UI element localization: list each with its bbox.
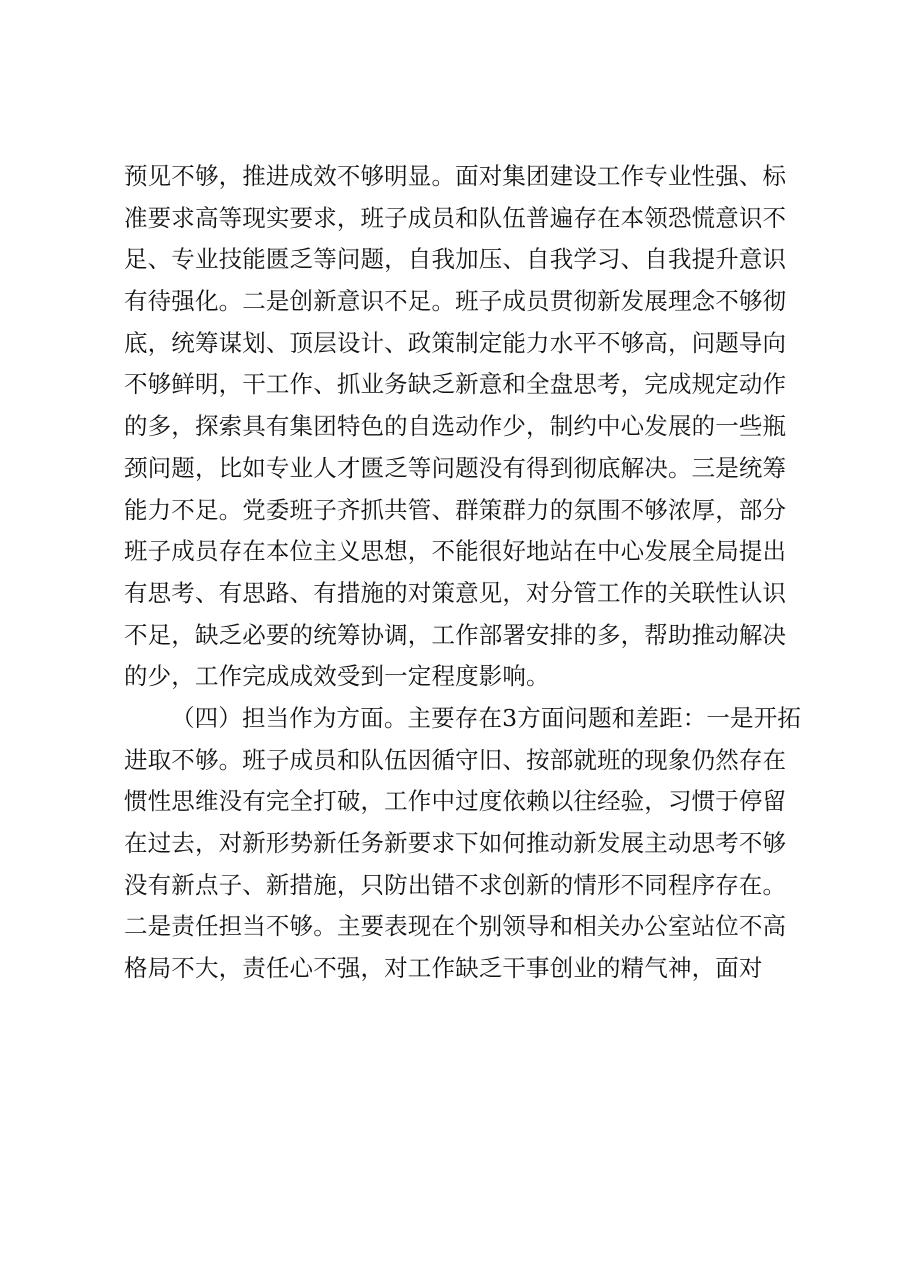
text-line-16: 惯性思维没有完全打破，工作中过度依赖以往经验，习惯于停留: [124, 787, 787, 816]
text-line-7: 的多，探索具有集团特色的自选动作少，制约中心发展的一些瓶: [124, 412, 787, 441]
text-line-10: 班子成员存在本位主义思想，不能很好地站在中心发展全局提出: [124, 537, 787, 566]
text-line-11: 有思考、有思路、有措施的对策意见，对分管工作的关联性认识: [124, 578, 787, 607]
text-line-4: 有待强化。二是创新意识不足。班子成员贯彻新发展理念不够彻: [124, 287, 787, 316]
text-line-2: 准要求高等现实要求，班子成员和队伍普遍存在本领恐慌意识不: [124, 203, 787, 232]
text-line-9: 能力不足。党委班子齐抓共管、群策群力的氛围不够浓厚，部分: [124, 495, 787, 524]
text-line-19: 二是责任担当不够。主要表现在个别领导和相关办公室站位不高: [124, 912, 787, 941]
text-line-3: 足、专业技能匮乏等问题，自我加压、自我学习、自我提升意识: [124, 245, 787, 274]
body-text: [124, 156, 824, 990]
text-line-8: 颈问题，比如专业人才匮乏等问题没有得到彻底解决。三是统筹: [124, 453, 787, 482]
text-line-18: 没有新点子、新措施，只防出错不求创新的情形不同程序存在。: [124, 870, 787, 899]
text-line-20: 格局不大，责任心不强，对工作缺乏干事创业的精气神，面对: [124, 954, 763, 983]
text-line-6: 不够鲜明，干工作、抓业务缺乏新意和全盘思考，完成规定动作: [124, 370, 787, 399]
text-line-5: 底，统筹谋划、顶层设计、政策制定能力水平不够高，问题导向: [124, 328, 787, 357]
text-line-12: 不足，缺乏必要的统筹协调，工作部署安排的多，帮助推动解决: [124, 620, 787, 649]
section-heading-line: （四）担当作为方面。主要存在3方面问题和差距：一是开拓: [171, 703, 802, 732]
text-line-13: 的少，工作完成成效受到一定程度影响。: [124, 662, 550, 691]
text-line-15: 进取不够。班子成员和队伍因循守旧、按部就班的现象仍然存在: [124, 745, 787, 774]
text-line-17: 在过去，对新形势新任务新要求下如何推动新发展主动思考不够: [124, 829, 787, 857]
text-line-1: 预见不够，推进成效不够明显。面对集团建设工作专业性强、标: [124, 162, 787, 190]
